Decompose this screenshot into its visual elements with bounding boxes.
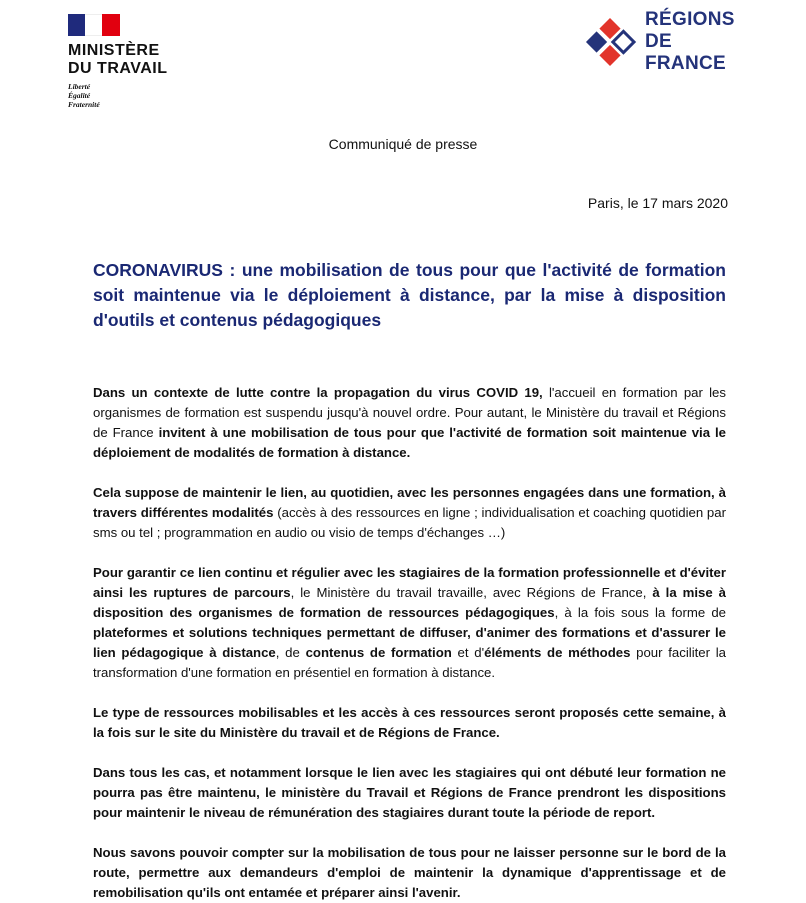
paragraph-5: [93, 763, 726, 823]
text-run: (accès à des ressources en ligne ; individualisation et coaching quotidien par sms ou tel ; programmation en audio ou visio de temps d'échanges …): [93, 505, 726, 540]
text-run: pour faciliter la transformation d'une formation en présentiel en formation à distance.: [93, 645, 727, 680]
regions-diamond-icon: [583, 15, 637, 69]
text-run: Nous savons pouvoir compter sur la mobilisation de tous pour ne laisser personne sur le bord de la route, permettre aux demandeurs d'emploi de maintenir la dynamique d'apprentissage et de remobilisation qu'ils ont entamée et préparer ainsi l'avenir.: [93, 845, 726, 900]
paragraph-3: [93, 563, 726, 683]
regions-line2: DE FRANCE: [645, 31, 726, 74]
paragraph-6: [93, 843, 726, 903]
press-release-body: [93, 383, 726, 903]
press-release-title: CORONAVIRUS : une mobilisation de tous pour que l'activité de formation soit maintenue via le déploiement à distance, par la mise à disposition d'outils et contenus pédagogiques: [93, 260, 726, 330]
text-run: éléments de méthodes: [484, 645, 631, 660]
document-type: Communiqué de presse: [328, 136, 478, 152]
text-run: Pour garantir ce lien continu et régulier avec les stagiaires de la formation professionnelle et d'éviter ainsi les ruptures de parcours: [93, 565, 726, 600]
motto-liberte: Liberté: [68, 82, 91, 91]
text-run: , le Ministère du travail travaille, avec Régions de France,: [290, 585, 653, 600]
text-run: , de: [275, 645, 306, 660]
regions-line1: RÉGIONS: [645, 9, 735, 30]
republic-motto: [68, 82, 208, 109]
text-run: Cela suppose de maintenir le lien, au quotidien, avec les personnes engagées dans une formation, à travers différentes modalités: [93, 485, 726, 520]
text-run: contenus de formation: [305, 645, 452, 660]
ministry-name-line1: MINISTÈRE: [68, 42, 160, 59]
ministry-name-line2: DU TRAVAIL: [68, 60, 168, 77]
text-run: Le type de ressources mobilisables et les accès à ces ressources seront proposés cette semaine, à la fois sur le site du Ministère du travail et de Régions de France.: [93, 705, 726, 740]
motto-egalite: Égalité: [68, 91, 91, 100]
date-line: Paris, le 17 mars 2020: [587, 195, 728, 211]
text-run: l'accueil en formation par les organismes de formation est suspendu jusqu'à nouvel ordre. Pour autant, le Ministère du travail et Régions de France: [93, 385, 726, 440]
text-run: Dans tous les cas, et notamment lorsque le lien avec les stagiaires qui ont débuté leur formation ne pourra pas être maintenu, le ministère du Travail et Régions de France prendront les dispositions pour maintenir le niveau de rémunération des stagiaires durant toute la période de report.: [93, 765, 726, 820]
regions-de-france-logo: [583, 4, 753, 80]
paragraph-4: [93, 703, 726, 743]
regions-de-france-wordmark: [645, 9, 753, 75]
marianne-flag-icon: [68, 14, 120, 36]
text-run: , à la fois sous la forme de: [554, 605, 726, 620]
paragraph-2: [93, 483, 726, 543]
text-run: invitent à une mobilisation de tous pour que l'activité de formation soit maintenue via le déploiement de modalités de formation à distance.: [93, 425, 726, 460]
ministere-du-travail-logo: [68, 14, 208, 109]
text-run: à la mise à disposition des organismes de formation de ressources pédagogiques: [93, 585, 727, 620]
text-run: plateformes et solutions techniques permettant de diffuser, d'animer des formations et d'assurer le lien pédagogique à distance: [93, 625, 726, 660]
text-run: Dans un contexte de lutte contre la propagation du virus COVID 19,: [93, 385, 543, 400]
motto-fraternite: Fraternité: [68, 100, 100, 109]
paragraph-1: [93, 383, 726, 463]
text-run: et d': [451, 645, 485, 660]
